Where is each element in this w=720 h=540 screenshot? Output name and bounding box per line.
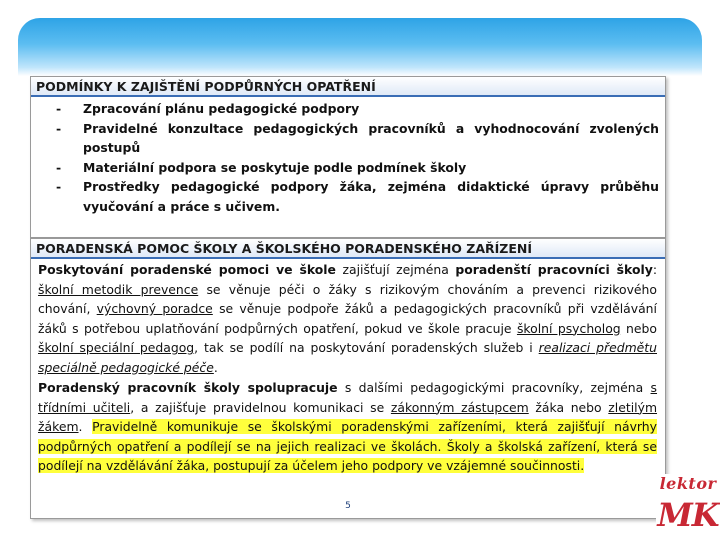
list-item xyxy=(31,99,659,119)
list-item xyxy=(31,119,659,158)
para-text: . xyxy=(213,359,218,375)
role-educational-counselor: výchovný poradce xyxy=(96,301,213,316)
list-item xyxy=(31,158,659,178)
para-text: s dalšími pedagogickými pracovníky, zejména xyxy=(337,380,651,395)
role-school-psychologist: školní psycholog xyxy=(516,320,621,336)
role-adult-pupil: zletilým žákem xyxy=(38,399,658,434)
list-bullet: - xyxy=(56,179,62,194)
list-bullet: - xyxy=(56,101,62,116)
para-text: , a zajišťuje pravidelnou komunikaci se xyxy=(130,399,391,415)
para-bold: Poradenský pracovník školy spolupracuje xyxy=(38,380,338,395)
para-text: : xyxy=(652,262,657,277)
para-text: . xyxy=(78,419,93,434)
para-text: se věnuje podpoře žáků a pedagogických pracovníků při vzdělávání žáků s potřebou uplatňování podpůrných opatření, pokud ve škole pracuje xyxy=(38,301,657,336)
role-legal-guardian: zákonným zástupcem xyxy=(390,399,529,415)
list-bullet: - xyxy=(56,159,62,175)
counseling-paragraph-2 xyxy=(31,377,665,476)
header-band xyxy=(18,18,702,76)
conditions-box xyxy=(30,76,666,238)
role-class-teachers: s třídními učiteli xyxy=(38,380,658,415)
conditions-title: PODMÍNKY K ZAJIŠTĚNÍ PODPŮRNÝCH OPATŘENÍ xyxy=(31,77,665,97)
logo-monogram: MK xyxy=(657,496,719,534)
para-text: zajišťují zejména xyxy=(335,262,456,277)
role-special-pedagogue: školní speciální pedagog xyxy=(38,340,195,355)
list-bullet: - xyxy=(56,120,62,136)
list-item-text: Prostředky pedagogické podpory žáka, zejména didaktické úpravy průběhu vyučování a práce s učivem. xyxy=(83,179,659,214)
para-text: se věnuje péči o žáky s rizikovým chováním a prevenci rizikového chování, xyxy=(38,281,657,316)
counseling-box xyxy=(30,238,666,519)
highlighted-text: Pravidelně komunikuje se školskými poradenskými zařízeními, která zajišťují návrhy podpůrných opatření a podílejí se na jejich realizaci ve školách. Školy a školská zařízení, která se podílejí na vzdělávání žáka, postupují za účelem jeho podpory ve vzájemné součinnosti. xyxy=(38,419,657,473)
list-item-text: Zpracování plánu pedagogické podpory xyxy=(83,101,360,116)
para-text: , tak se podílí na poskytování poradenských služeb i xyxy=(194,340,539,355)
list-item-text: Materiální podpora se poskytuje podle podmínek školy xyxy=(83,159,467,175)
para-bold: Poskytování poradenské pomoci ve škole xyxy=(38,262,336,277)
list-item-text: Pravidelné konzultace pedagogických pracovníků a vyhodnocování zvolených postupů xyxy=(83,120,659,155)
counseling-title: PORADENSKÁ POMOC ŠKOLY A ŠKOLSKÉHO PORADENSKÉHO ZAŘÍZENÍ xyxy=(31,239,665,259)
list-item xyxy=(31,177,659,216)
logo-word: lektor xyxy=(659,474,717,493)
para-bold: poradenští pracovníci školy xyxy=(455,262,653,277)
para-text: žáka nebo xyxy=(528,399,609,415)
role-school-prevention-methodist: školní metodik prevence xyxy=(38,281,199,297)
lektor-mk-logo xyxy=(656,474,720,540)
special-care-subject: realizaci předmětu speciálně pedagogické péče xyxy=(38,340,657,375)
page-number: 5 xyxy=(345,501,351,511)
conditions-list xyxy=(31,97,665,216)
para-text: nebo xyxy=(620,320,657,336)
counseling-paragraph-1 xyxy=(31,259,665,377)
